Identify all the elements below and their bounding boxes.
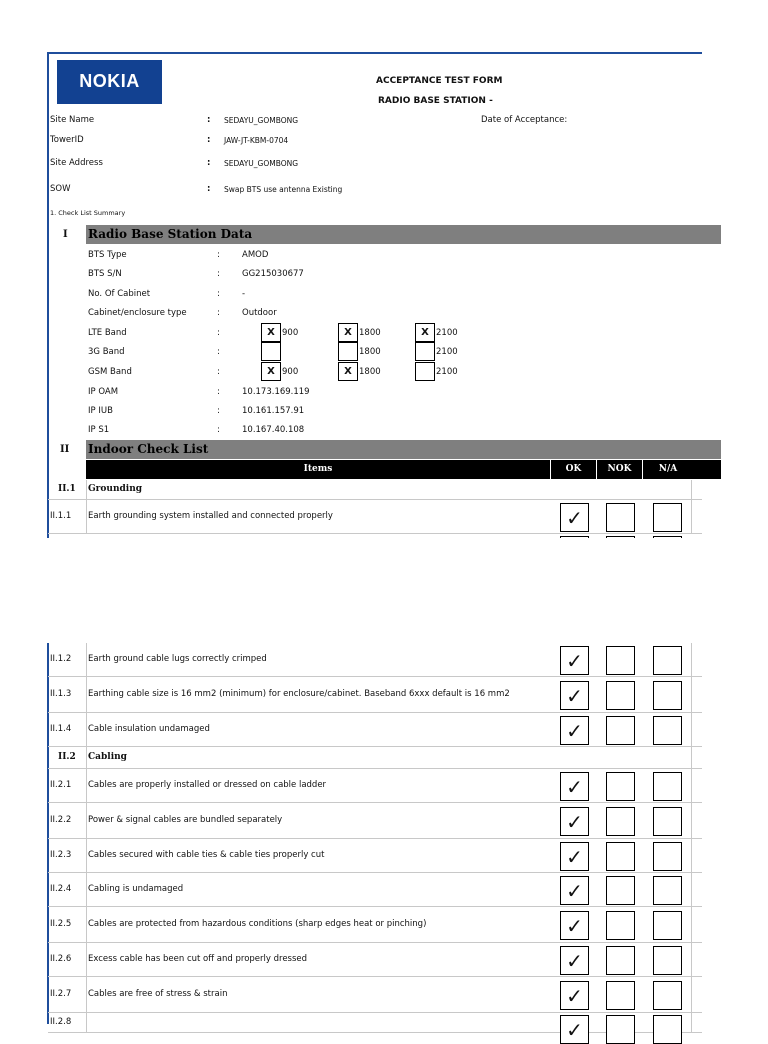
check-mark-icon: ✓: [566, 948, 583, 973]
row-column-line: [86, 500, 87, 534]
ok-checkbox[interactable]: [560, 681, 589, 710]
item-code: II.2.6: [50, 954, 72, 964]
bts-type-sep: :: [217, 250, 220, 260]
section-ii-number: II: [60, 444, 70, 455]
row-column-line: [86, 873, 87, 907]
gsm-band-sep: :: [217, 367, 220, 377]
item-code: II.1.3: [50, 689, 72, 699]
nokia-logo-text: NOKIA: [79, 71, 140, 91]
item-label: Earth grounding system installed and connected properly: [88, 511, 333, 521]
row-column-line: [86, 907, 87, 943]
na-checkbox[interactable]: [653, 503, 682, 532]
item-label: Excess cable has been cut off and properly dressed: [88, 954, 308, 964]
section-i-title: Radio Base Station Data: [88, 227, 253, 241]
item-code: II.2.5: [50, 919, 72, 929]
item-code: II.2.3: [50, 850, 72, 860]
nok-checkbox[interactable]: [606, 772, 635, 801]
table-row-partial: [0, 534, 768, 538]
lte-2100-checkbox[interactable]: X: [415, 323, 435, 342]
ok-checkbox[interactable]: [560, 1015, 589, 1044]
row-column-line: [691, 1013, 692, 1033]
table-row: [0, 873, 768, 907]
ok-checkbox[interactable]: [560, 876, 589, 905]
bts-type-value: AMOD: [242, 250, 269, 260]
group-label: Grounding: [88, 484, 143, 494]
bts-type-label: BTS Type: [88, 250, 127, 260]
row-column-line: [691, 943, 692, 977]
row-column-line: [691, 643, 692, 677]
3g-band-label: 3G Band: [88, 347, 125, 357]
row-column-line: [86, 713, 87, 747]
check-mark-icon: ✓: [566, 983, 583, 1008]
item-label: Cables are free of stress & strain: [88, 989, 228, 999]
nok-checkbox[interactable]: [606, 876, 635, 905]
check-mark-icon: ✓: [566, 844, 583, 869]
row-column-line: [86, 747, 87, 769]
enclosure-type-sep: :: [217, 308, 220, 318]
ip-iub-label: IP IUB: [88, 406, 113, 416]
lte-900-label: 900: [282, 328, 299, 338]
row-column-line: [86, 643, 87, 677]
table-row: [0, 977, 768, 1013]
sow-label: SOW: [50, 184, 71, 194]
row-column-line: [691, 769, 692, 803]
item-label: Cable insulation undamaged: [88, 724, 210, 734]
row-column-line: [691, 839, 692, 873]
row-column-line: [691, 677, 692, 713]
ip-s1-sep: :: [217, 425, 220, 435]
ok-checkbox[interactable]: [560, 503, 589, 532]
checkbox-partial: [606, 536, 635, 538]
group-label: Cabling: [88, 752, 127, 762]
lte-1800-label: 1800: [359, 328, 381, 338]
section-i-number: I: [63, 229, 68, 240]
ok-checkbox[interactable]: [560, 946, 589, 975]
row-column-line: [86, 480, 87, 500]
site-name-sep: :: [207, 115, 211, 125]
ok-column-header: OK: [565, 464, 582, 474]
na-checkbox[interactable]: [653, 842, 682, 871]
form-subtitle: RADIO BASE STATION -: [378, 96, 493, 106]
na-checkbox[interactable]: [653, 946, 682, 975]
item-code: II.1.2: [50, 654, 72, 664]
nok-checkbox[interactable]: [606, 946, 635, 975]
table-row: [0, 643, 768, 677]
row-column-line: [86, 839, 87, 873]
check-mark-icon: ✓: [566, 505, 583, 530]
gsm-900-checkbox[interactable]: X: [261, 362, 281, 381]
check-mark-icon: ✓: [566, 683, 583, 708]
section-ii-title: Indoor Check List: [88, 442, 209, 456]
item-label: Earthing cable size is 16 mm2 (minimum) for enclosure/cabinet. Baseband 6xxx default is 16 mm2: [88, 689, 510, 699]
cabinet-count-value: -: [242, 289, 246, 299]
nok-checkbox[interactable]: [606, 646, 635, 675]
3g-band-sep: :: [217, 347, 220, 357]
row-column-line: [86, 769, 87, 803]
na-checkbox[interactable]: [653, 807, 682, 836]
check-mark-icon: ✓: [566, 878, 583, 903]
nok-column-header: NOK: [607, 464, 632, 474]
group-row: [0, 480, 768, 500]
form-title: ACCEPTANCE TEST FORM: [376, 76, 503, 86]
row-column-line: [691, 500, 692, 534]
item-label: Cabling is undamaged: [88, 884, 184, 894]
group-code: II.2: [58, 752, 76, 762]
tower-id-value: JAW-JT-KBM-0704: [224, 136, 289, 145]
row-column-line: [86, 803, 87, 839]
sow-value: Swap BTS use antenna Existing: [224, 185, 343, 194]
nok-checkbox[interactable]: [606, 503, 635, 532]
na-checkbox[interactable]: [653, 716, 682, 745]
row-column-line: [691, 873, 692, 907]
site-address-sep: :: [207, 158, 211, 168]
bts-sn-sep: :: [217, 269, 220, 279]
gsm-900-label: 900: [282, 367, 299, 377]
row-column-line: [86, 677, 87, 713]
ip-s1-value: 10.167.40.108: [242, 425, 305, 435]
group-row: [0, 747, 768, 769]
page2-checklist: [0, 643, 768, 1042]
ok-checkbox[interactable]: [560, 646, 589, 675]
table-row: [0, 803, 768, 839]
row-column-line: [86, 943, 87, 977]
items-column-header: Items: [303, 464, 333, 474]
ip-oam-sep: :: [217, 387, 220, 397]
nok-checkbox[interactable]: [606, 911, 635, 940]
ip-oam-label: IP OAM: [88, 387, 119, 397]
check-mark-icon: ✓: [566, 774, 583, 799]
site-name-value: SEDAYU_GOMBONG: [224, 116, 299, 125]
na-checkbox[interactable]: [653, 681, 682, 710]
item-label: Power & signal cables are bundled separately: [88, 815, 283, 825]
table-row: [0, 839, 768, 873]
bts-sn-value: GG215030677: [242, 269, 304, 279]
ip-oam-value: 10.173.169.119: [242, 387, 310, 397]
enclosure-type-label: Cabinet/enclosure type: [88, 308, 187, 318]
row-divider: [48, 1032, 702, 1033]
site-address-label: Site Address: [50, 158, 103, 168]
na-checkbox[interactable]: [653, 1015, 682, 1044]
check-mark-icon: ✓: [566, 809, 583, 834]
item-label: Cables are protected from hazardous conditions (sharp edges heat or pinching): [88, 919, 427, 929]
ip-iub-sep: :: [217, 406, 220, 416]
nok-checkbox[interactable]: [606, 981, 635, 1010]
item-code: II.2.1: [50, 780, 72, 790]
check-mark-icon: ✓: [566, 1018, 583, 1042]
sow-sep: :: [207, 184, 211, 194]
table-row: [0, 677, 768, 713]
ok-checkbox[interactable]: [560, 911, 589, 940]
ok-checkbox[interactable]: [560, 772, 589, 801]
ip-iub-value: 10.161.157.91: [242, 406, 305, 416]
na-column-header: N/A: [658, 464, 678, 474]
nok-checkbox[interactable]: [606, 1015, 635, 1044]
na-checkbox[interactable]: [653, 646, 682, 675]
row-column-line: [691, 803, 692, 839]
na-checkbox[interactable]: [653, 981, 682, 1010]
tower-id-label: TowerID: [50, 135, 84, 145]
ok-checkbox[interactable]: [560, 981, 589, 1010]
item-label: Cables are properly installed or dressed on cable ladder: [88, 780, 327, 790]
lte-1800-checkbox[interactable]: X: [338, 323, 358, 342]
table-row: [0, 943, 768, 977]
item-code: II.2.8: [50, 1017, 72, 1027]
gsm-2100-label: 2100: [436, 367, 458, 377]
lte-2100-label: 2100: [436, 328, 458, 338]
ok-checkbox[interactable]: [560, 716, 589, 745]
row-column-line: [691, 907, 692, 943]
date-of-acceptance-label: Date of Acceptance:: [481, 115, 568, 125]
lte-900-checkbox[interactable]: X: [261, 323, 281, 342]
table-row: [0, 1013, 768, 1042]
check-mark-icon: ✓: [566, 913, 583, 938]
lte-band-label: LTE Band: [88, 328, 127, 338]
row-column-line: [691, 713, 692, 747]
checkbox-partial: [560, 536, 589, 538]
row-column-line: [691, 977, 692, 1013]
na-checkbox[interactable]: [653, 911, 682, 940]
ok-checkbox[interactable]: [560, 842, 589, 871]
gsm-1800-label: 1800: [359, 367, 381, 377]
table-row: [0, 907, 768, 943]
lte-band-sep: :: [217, 328, 220, 338]
checkbox-partial: [653, 536, 682, 538]
gsm-band-label: GSM Band: [88, 367, 132, 377]
table-row: [0, 500, 768, 534]
item-code: II.2.4: [50, 884, 72, 894]
group-code: II.1: [58, 484, 76, 494]
table-row: [0, 713, 768, 747]
check-mark-icon: ✓: [566, 648, 583, 673]
ok-checkbox[interactable]: [560, 807, 589, 836]
row-column-line: [691, 747, 692, 769]
tower-id-sep: :: [207, 135, 211, 145]
item-label: Earth ground cable lugs correctly crimped: [88, 654, 267, 664]
cabinet-count-sep: :: [217, 289, 220, 299]
check-list-summary-label: 1. Check List Summary: [50, 209, 126, 217]
site-name-label: Site Name: [50, 115, 95, 125]
na-checkbox[interactable]: [653, 772, 682, 801]
item-code: II.1.4: [50, 724, 72, 734]
row-column-line: [86, 1013, 87, 1033]
site-address-value: SEDAYU_GOMBONG: [224, 159, 299, 168]
3g-1800-label: 1800: [359, 347, 381, 357]
3g-2100-label: 2100: [436, 347, 458, 357]
page-2: [0, 643, 768, 1042]
item-label: Cables secured with cable ties & cable ties properly cut: [88, 850, 325, 860]
row-column-line: [86, 977, 87, 1013]
nok-checkbox[interactable]: [606, 807, 635, 836]
row-column-line: [691, 480, 692, 500]
bts-sn-label: BTS S/N: [88, 269, 122, 279]
item-code: II.2.7: [50, 989, 72, 999]
enclosure-type-value: Outdoor: [242, 308, 277, 318]
check-mark-icon: ✓: [566, 718, 583, 743]
table-row: [0, 769, 768, 803]
gsm-1800-checkbox[interactable]: X: [338, 362, 358, 381]
nok-checkbox[interactable]: [606, 842, 635, 871]
item-code: II.2.2: [50, 815, 72, 825]
cabinet-count-label: No. Of Cabinet: [88, 289, 151, 299]
nok-checkbox[interactable]: [606, 681, 635, 710]
item-code: II.1.1: [50, 511, 72, 521]
na-checkbox[interactable]: [653, 876, 682, 905]
ip-s1-label: IP S1: [88, 425, 110, 435]
nok-checkbox[interactable]: [606, 716, 635, 745]
